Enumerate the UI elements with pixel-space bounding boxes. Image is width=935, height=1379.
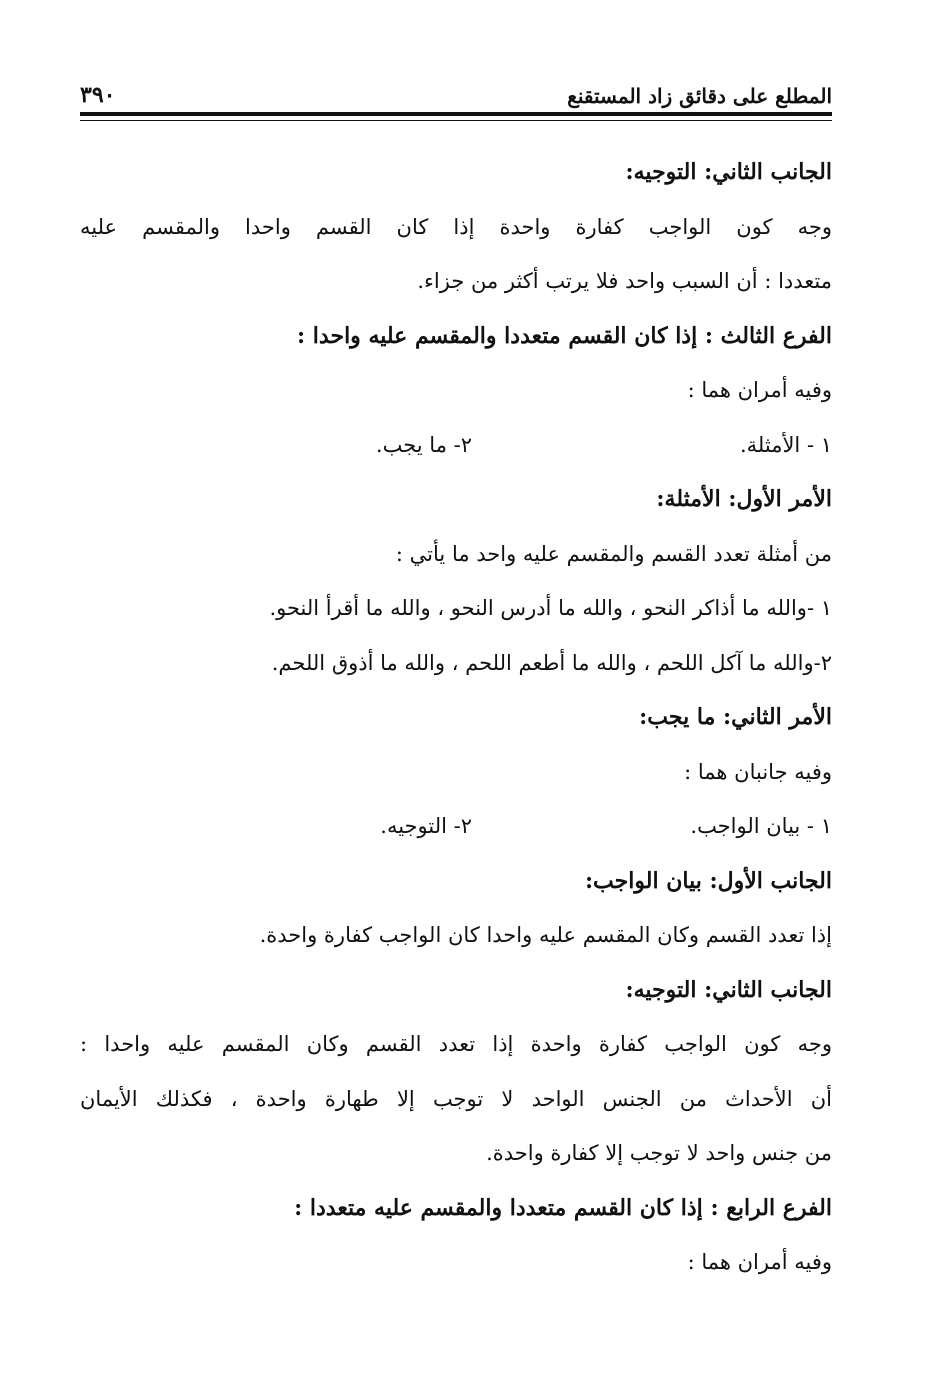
enum-item: ٢- التوجيه. [380,814,472,838]
text-line: وفيه جانبان هما : [684,759,832,784]
text-line: وجه كون الواجب كفارة واحدة إذا تعدد القسم وكان المقسم عليه واحدا : [80,1032,832,1056]
enum-item: ١ - بيان الواجب. [690,814,832,838]
section-heading: الفرع الثالث : إذا كان القسم متعددا والمقسم عليه واحدا : [297,322,832,349]
text-line: وفيه أمران هما : [687,378,832,402]
section-heading: الأمر الأول: الأمثلة: [656,486,832,512]
text-line: وفيه أمران هما : [687,1250,832,1274]
section-heading: الجانب الثاني: التوجيه: [625,159,832,185]
running-title: المطلع على دقائق زاد المستقنع [567,84,832,108]
enumeration-line [80,806,832,861]
header-rule-thick [80,112,832,116]
page-number: ٣٩٠ [80,82,116,108]
page-header [80,78,832,108]
text-line: إذا تعدد القسم وكان المقسم عليه واحدا كان الواجب كفارة واحدة. [259,923,832,947]
text-line: متعددا : أن السبب واحد فلا يرتب أكثر من جزاء. [417,269,832,293]
section-heading: الفرع الرابع : إذا كان القسم متعددا والمقسم عليه متعددا : [294,1194,832,1221]
section-heading: الأمر الثاني: ما يجب: [639,704,832,730]
page-body [80,152,832,1297]
text-line: وجه كون الواجب كفارة واحدة إذا كان القسم واحدا والمقسم عليه [80,214,832,239]
text-line: من جنس واحد لا توجب إلا كفارة واحدة. [486,1141,832,1165]
text-line: ٢-والله ما آكل اللحم ، والله ما أطعم اللحم ، والله ما أذوق اللحم. [271,650,832,675]
section-heading: الجانب الأول: بيان الواجب: [584,867,832,894]
section-heading: الجانب الثاني: التوجيه: [625,976,832,1003]
text-line: من أمثلة تعدد القسم والمقسم عليه واحد ما يأتي : [395,541,832,566]
enum-item: ١ - الأمثلة. [739,432,832,457]
enumeration-line [80,425,832,480]
text-line: أن الأحداث من الجنس الواحد لا توجب إلا طهارة واحدة ، فكذلك الأيمان [80,1086,832,1111]
header-rule-thin [80,120,832,121]
text-line: ١ -والله ما أذاكر النحو ، والله ما أدرس النحو ، والله ما أقرأ النحو. [269,596,832,620]
enum-item: ٢- ما يجب. [375,432,472,457]
